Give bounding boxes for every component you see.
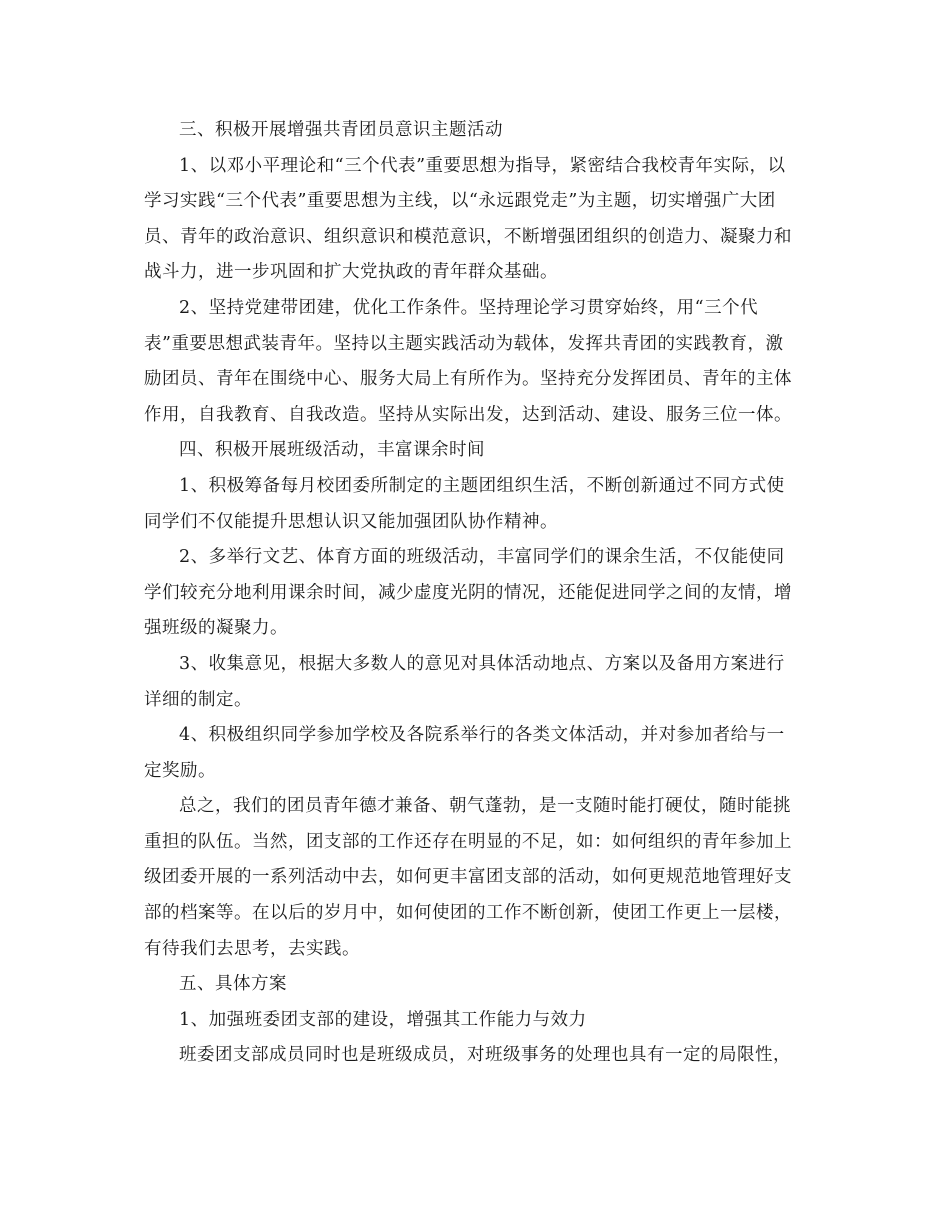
paragraph: [144, 469, 808, 540]
text-line: 3、收集意见，根据大多数人的意见对具体活动地点、方案以及备用方案进行: [179, 653, 785, 674]
paragraph: [144, 789, 808, 967]
text-line: 总之，我们的团员青年德才兼备、朝气蓬勃，是一支随时能打硬仗，随时能挑: [179, 796, 791, 817]
text-line: 重担的队伍。当然，团支部的工作还存在明显的不足，如：如何组织的青年参加上: [144, 831, 792, 852]
text-line: 表”重要思想武装青年。坚持以主题实践活动为载体，发挥共青团的实践教育，激: [144, 333, 784, 354]
text-line: 五、具体方案: [179, 974, 287, 995]
paragraph: [144, 113, 808, 149]
paragraph: [144, 540, 808, 647]
text-line: 战斗力，进一步巩固和扩大党执政的青年群众基础。: [144, 262, 558, 283]
text-line: 级团委开展的一系列活动中去，如何更丰富团支部的活动，如何更规范地管理好支: [144, 867, 792, 888]
paragraph: [144, 718, 808, 789]
text-line: 2、坚持党建带团建，优化工作条件。坚持理论学习贯穿始终，用“三个代: [179, 297, 759, 318]
paragraph: [144, 1038, 808, 1074]
text-line: 作用，自我教育、自我改造。坚持从实际出发，达到活动、建设、服务三位一体。: [144, 404, 792, 425]
paragraph: [144, 647, 808, 718]
text-line: 学习实践“三个代表”重要思想为主线，以“永远跟党走”为主题，切实增强广大团: [144, 191, 776, 212]
text-line: 定奖励。: [144, 760, 216, 781]
text-line: 员、青年的政治意识、组织意识和模范意识，不断增强团组织的创造力、凝聚力和: [144, 226, 792, 247]
text-line: 1、加强班委团支部的建设，增强其工作能力与效力: [179, 1009, 587, 1030]
paragraph: [144, 433, 808, 469]
paragraph: [144, 291, 808, 433]
text-line: 部的档案等。在以后的岁月中，如何使团的工作不断创新，使团工作更上一层楼，: [144, 903, 792, 924]
text-line: 三、积极开展增强共青团员意识主题活动: [179, 120, 503, 140]
paragraph: [144, 1003, 808, 1039]
document-page: [144, 113, 808, 1074]
text-line: 有待我们去思考，去实践。: [144, 938, 360, 959]
text-line: 同学们不仅能提升思想认识又能加强团队协作精神。: [144, 511, 558, 532]
text-line: 励团员、青年在围绕中心、服务大局上有所作为。坚持充分发挥团员、青年的主体: [144, 369, 792, 390]
paragraph: [144, 967, 808, 1003]
text-line: 班委团支部成员同时也是班级成员，对班级事务的处理也具有一定的局限性，: [179, 1045, 791, 1066]
text-line: 1、以邓小平理论和“三个代表”重要思想为指导，紧密结合我校青年实际，以: [179, 155, 786, 176]
text-line: 强班级的凝聚力。: [144, 618, 288, 639]
text-line: 详细的制定。: [144, 689, 252, 710]
text-line: 四、积极开展班级活动，丰富课余时间: [179, 440, 485, 461]
text-line: 4、积极组织同学参加学校及各院系举行的各类文体活动，并对参加者给与一: [179, 725, 785, 746]
text-line: 1、积极筹备每月校团委所制定的主题团组织生活，不断创新通过不同方式使: [179, 475, 785, 496]
text-line: 2、多举行文艺、体育方面的班级活动，丰富同学们的课余生活，不仅能使同: [179, 547, 785, 568]
text-line: 学们较充分地利用课余时间，减少虚度光阴的情况，还能促进同学之间的友情，增: [144, 582, 792, 603]
paragraph: [144, 149, 808, 291]
